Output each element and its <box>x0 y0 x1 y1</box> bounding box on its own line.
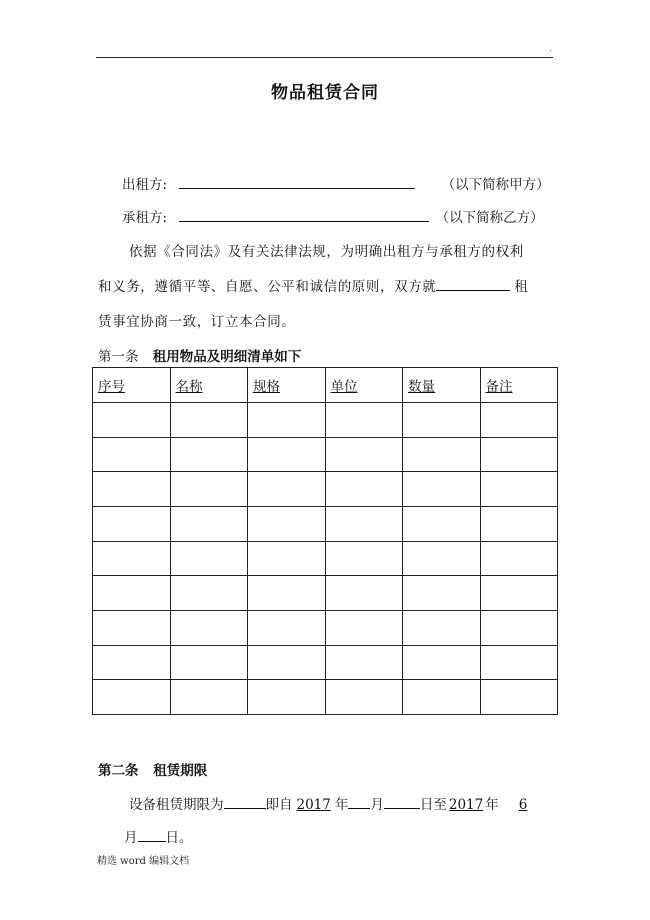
table-cell[interactable] <box>325 576 403 611</box>
table-cell[interactable] <box>248 610 326 645</box>
start-month-field[interactable] <box>348 793 370 809</box>
table-row <box>93 680 558 715</box>
table-cell[interactable] <box>93 541 171 576</box>
lessor-note: （以下简称甲方） <box>441 177 550 193</box>
end-year-label: 年 <box>485 797 499 813</box>
lessor-label: 出租方: <box>122 177 168 193</box>
table-row <box>93 506 558 541</box>
table-cell[interactable] <box>170 437 248 472</box>
table-cell[interactable] <box>325 506 403 541</box>
intro-line-3: 赁事宜协商一致，订立本合同。 <box>98 314 296 330</box>
table-cell[interactable] <box>403 576 481 611</box>
table-cell[interactable] <box>248 680 326 715</box>
end-year: 2017 <box>448 797 484 813</box>
table-row <box>93 610 558 645</box>
end-day-field[interactable] <box>138 826 166 842</box>
table-cell[interactable] <box>325 645 403 680</box>
table-cell[interactable] <box>248 576 326 611</box>
header-serial: 序号 <box>93 368 171 403</box>
lessee-name-field[interactable] <box>179 206 429 222</box>
intro-line-2-end: 租 <box>514 279 529 295</box>
table-cell[interactable] <box>480 472 558 507</box>
intro-line-2-text: 和义务，遵循平等、自愿、公平和诚信的原则，双方就 <box>98 279 437 295</box>
table-cell[interactable] <box>93 506 171 541</box>
table-cell[interactable] <box>93 437 171 472</box>
article-2-title: 租赁期限 <box>153 763 208 779</box>
start-day-field[interactable] <box>384 793 420 809</box>
table-cell[interactable] <box>248 472 326 507</box>
document-title: 物品租赁合同 <box>271 83 379 103</box>
header-spec: 规格 <box>248 368 326 403</box>
table-cell[interactable] <box>480 610 558 645</box>
table-cell[interactable] <box>170 472 248 507</box>
table-cell[interactable] <box>480 403 558 438</box>
header-mark: . <box>549 44 552 54</box>
table-cell[interactable] <box>248 403 326 438</box>
table-cell[interactable] <box>325 472 403 507</box>
table-cell[interactable] <box>403 610 481 645</box>
intro-line-2 <box>98 275 529 295</box>
article-2-label: 第二条 <box>98 763 139 779</box>
table-row <box>93 403 558 438</box>
table-cell[interactable] <box>93 472 171 507</box>
header-rule <box>96 57 553 58</box>
article-1-title: 租用物品及明细清单如下 <box>152 349 302 365</box>
table-cell[interactable] <box>93 610 171 645</box>
table-cell[interactable] <box>170 610 248 645</box>
intro-line-1: 依据《合同法》及有关法律法规，为明确出租方与承租方的权利 <box>129 244 524 260</box>
table-cell[interactable] <box>248 506 326 541</box>
table-row <box>93 541 558 576</box>
table-cell[interactable] <box>170 680 248 715</box>
table-row <box>93 472 558 507</box>
table-cell[interactable] <box>93 645 171 680</box>
term-line <box>129 793 527 813</box>
table-cell[interactable] <box>248 437 326 472</box>
term-prefix: 设备租赁期限为 <box>129 797 224 813</box>
table-cell[interactable] <box>248 645 326 680</box>
table-cell[interactable] <box>480 437 558 472</box>
table-cell[interactable] <box>480 541 558 576</box>
table-cell[interactable] <box>403 680 481 715</box>
start-month-label: 月 <box>370 797 384 813</box>
lease-subject-field[interactable] <box>436 275 510 291</box>
lessee-line <box>122 206 544 226</box>
start-year-label: 年 <box>334 797 349 813</box>
table-cell[interactable] <box>403 403 481 438</box>
table-cell[interactable] <box>93 576 171 611</box>
table-cell[interactable] <box>403 472 481 507</box>
term-end: 日。 <box>165 830 193 846</box>
end-month: 6 <box>518 797 528 813</box>
table-cell[interactable] <box>93 680 171 715</box>
table-cell[interactable] <box>325 541 403 576</box>
table-cell[interactable] <box>170 541 248 576</box>
header-remarks: 备注 <box>480 368 558 403</box>
table-cell[interactable] <box>170 645 248 680</box>
lessee-note: （以下简称乙方） <box>435 210 544 226</box>
table-cell[interactable] <box>480 576 558 611</box>
term-duration-field[interactable] <box>224 793 266 809</box>
table-cell[interactable] <box>480 645 558 680</box>
table-cell[interactable] <box>403 437 481 472</box>
term-from: 即自 <box>265 797 293 813</box>
table-cell[interactable] <box>403 645 481 680</box>
header-quantity: 数量 <box>403 368 481 403</box>
term-to: 日至 <box>419 797 447 813</box>
table-row <box>93 645 558 680</box>
table-cell[interactable] <box>480 680 558 715</box>
table-cell[interactable] <box>403 506 481 541</box>
footer-note: 精选 word 编辑文档 <box>97 856 190 867</box>
table-cell[interactable] <box>248 541 326 576</box>
term-line-2 <box>124 826 193 846</box>
start-year: 2017 <box>296 797 331 813</box>
header-name: 名称 <box>170 368 248 403</box>
table-cell[interactable] <box>170 403 248 438</box>
table-row <box>93 437 558 472</box>
table-cell[interactable] <box>325 403 403 438</box>
article-2-heading <box>98 759 207 779</box>
article-1-label: 第一条 <box>98 349 139 365</box>
table-cell[interactable] <box>93 403 171 438</box>
table-cell[interactable] <box>325 437 403 472</box>
lessee-label: 承租方: <box>122 210 168 226</box>
lessor-name-field[interactable] <box>179 173 415 189</box>
table-cell[interactable] <box>480 506 558 541</box>
item-list-table <box>92 367 558 715</box>
table-cell[interactable] <box>170 506 248 541</box>
table-row <box>93 576 558 611</box>
table-header-row <box>93 368 558 403</box>
table-cell[interactable] <box>325 680 403 715</box>
end-month-label: 月 <box>124 830 138 846</box>
table-cell[interactable] <box>403 541 481 576</box>
table-cell[interactable] <box>170 576 248 611</box>
article-1-heading <box>98 345 301 365</box>
lessor-line <box>122 173 550 193</box>
table-cell[interactable] <box>325 610 403 645</box>
header-unit: 单位 <box>325 368 403 403</box>
